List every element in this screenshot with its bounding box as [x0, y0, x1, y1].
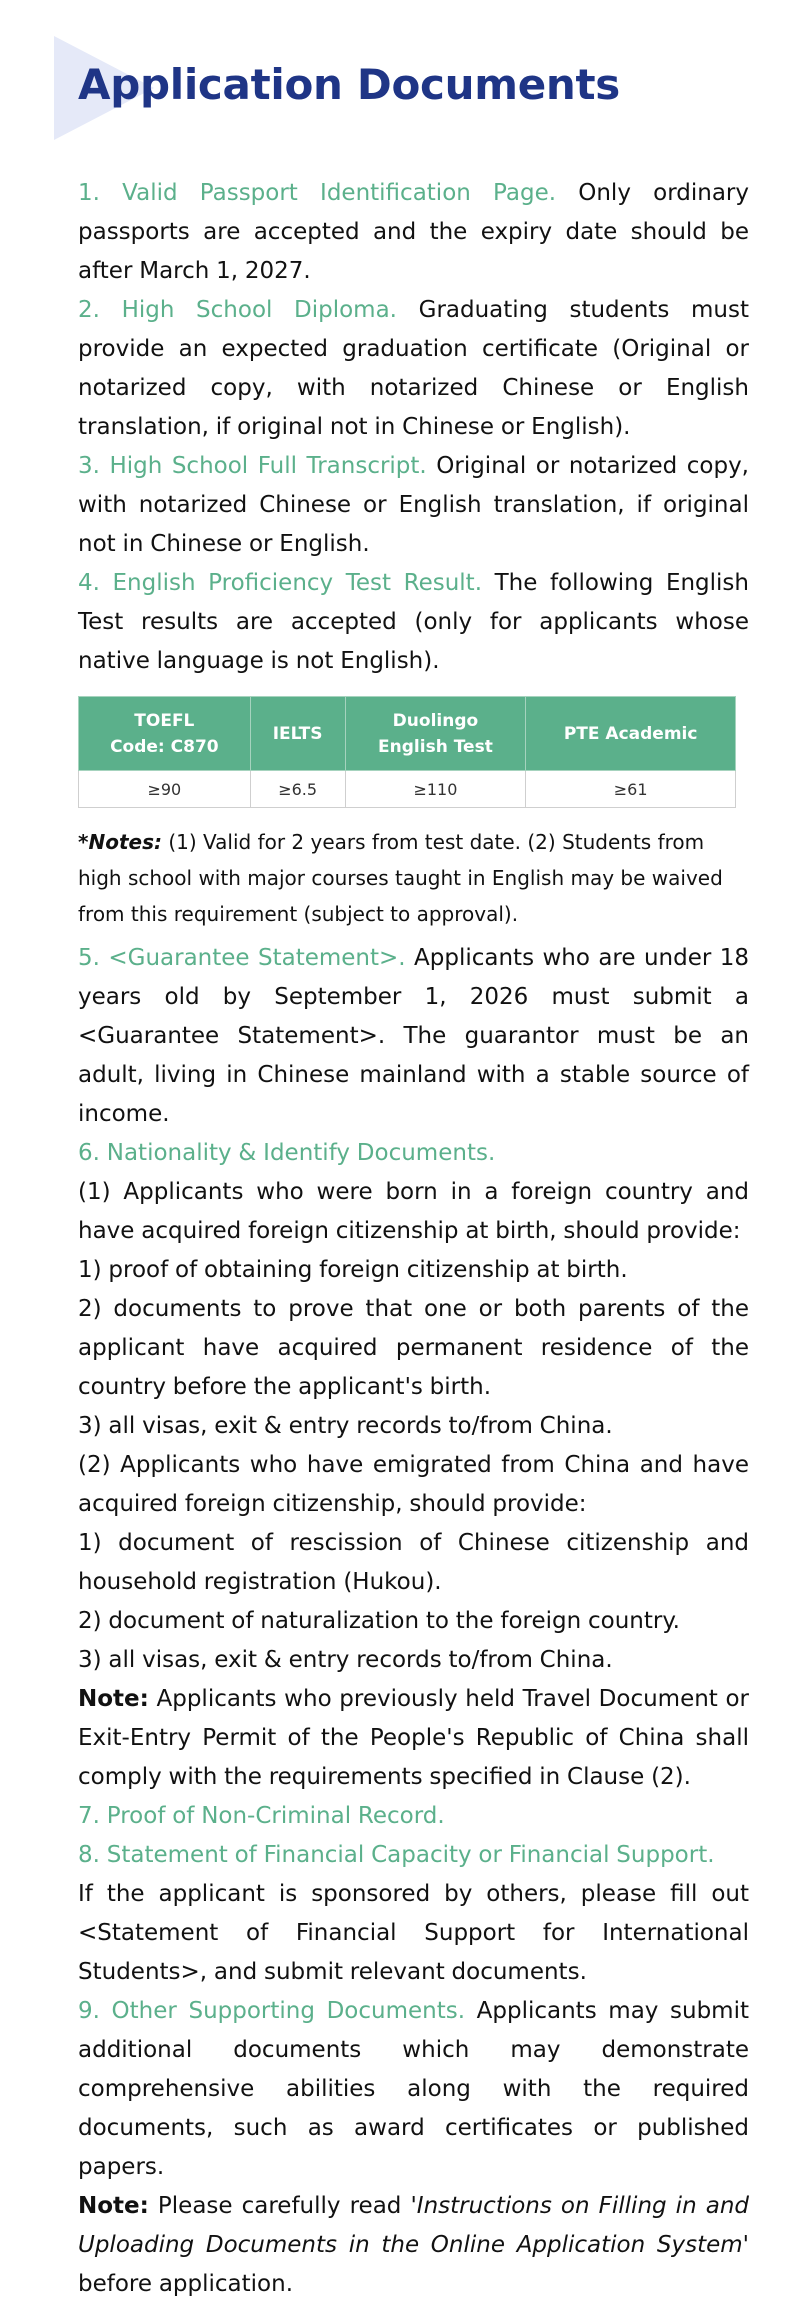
item-heading: 1. Valid Passport Identification Page.: [78, 180, 557, 206]
item-financial-text: If the applicant is sponsored by others, please fill out <Statement of Financial Support for International Students>, and submit relevant documents.: [78, 1881, 749, 1985]
score-table-row: [79, 771, 736, 808]
item-heading: 4. English Proficiency Test Result.: [78, 570, 483, 596]
score-pte: ≥61: [526, 771, 736, 808]
note-label: Note:: [78, 2193, 149, 2219]
item-heading: 5. <Guarantee Statement>.: [78, 945, 406, 971]
header-toefl: TOEFL Code: C870: [79, 697, 251, 771]
score-ielts: ≥6.5: [250, 771, 345, 808]
nationality-paragraph: 3) all visas, exit & entry records to/from China.: [78, 1413, 613, 1439]
nationality-paragraph: (2) Applicants who have emigrated from China and have acquired foreign citizenship, should provide:: [78, 1452, 749, 1517]
item-heading: 3. High School Full Transcript.: [78, 453, 427, 479]
score-table: [78, 696, 736, 808]
nationality-paragraph: 1) document of rescission of Chinese citizenship and household registration (Hukou).: [78, 1530, 749, 1595]
page-title: Application Documents: [78, 60, 620, 109]
nationality-paragraph: 1) proof of obtaining foreign citizenship at birth.: [78, 1257, 628, 1283]
score-table-header-row: [79, 697, 736, 771]
nationality-paragraph: 2) document of naturalization to the foreign country.: [78, 1608, 680, 1634]
nationality-paragraph: (1) Applicants who were born in a foreign country and have acquired foreign citizenship at birth, should provide:: [78, 1179, 749, 1244]
item-text: The following English Test results are accepted (only for applicants whose native language is not English).: [78, 570, 749, 674]
item-text: Graduating students must provide an expected graduation certificate (Original or notarized copy, with notarized Chinese or English translation, if original not in Chinese or English).: [78, 297, 749, 440]
final-note: [78, 2187, 749, 2304]
item-text: Original or notarized copy, with notarized Chinese or English translation, if original not in Chinese or English.: [78, 453, 749, 557]
item-diploma: [78, 291, 749, 447]
header-duolingo: Duolingo English Test: [345, 697, 526, 771]
item-text: Applicants may submit additional documents which may demonstrate comprehensive abilities along with the required documents, such as award certificates or published papers.: [78, 1998, 749, 2180]
item-nationality-heading: 6. Nationality & Identify Documents.: [78, 1140, 496, 1166]
note-text-before: Please carefully read ': [148, 2193, 417, 2219]
notes-text: (1) Valid for 2 years from test date. (2) Students from high school with major courses taught in English may be waived from this requirement (subject to approval).: [78, 830, 723, 926]
score-toefl: ≥90: [79, 771, 251, 808]
note-text-after: ' before application.: [78, 2232, 749, 2297]
item-english: [78, 564, 749, 681]
item-guarantee: [78, 939, 749, 1134]
instructions-title: Instructions on Filling in and Uploading Documents in the Online Application System: [78, 2193, 749, 2258]
item-criminal-heading: 7. Proof of Non-Criminal Record.: [78, 1803, 445, 1829]
item-heading: 2. High School Diploma.: [78, 297, 397, 323]
nationality-paragraph: 2) documents to prove that one or both parents of the applicant have acquired permanent residence of the country before the applicant's birth.: [78, 1296, 749, 1400]
note-text: Applicants who previously held Travel Document or Exit-Entry Permit of the People's Republic of China shall comply with the requirements specified in Clause (2).: [78, 1686, 749, 1790]
item-text: Applicants who are under 18 years old by September 1, 2026 must submit a <Guarantee Statement>. The guarantor must be an adult, living in Chinese mainland with a stable source of income.: [78, 945, 749, 1127]
nationality-paragraph: 3) all visas, exit & entry records to/from China.: [78, 1647, 613, 1673]
item-financial-heading: 8. Statement of Financial Capacity or Financial Support.: [78, 1842, 715, 1868]
item-heading: 9. Other Supporting Documents.: [78, 1998, 466, 2024]
notes: [78, 824, 749, 932]
nationality-note: [78, 1680, 749, 1797]
item-transcript: [78, 447, 749, 564]
item-other: [78, 1992, 749, 2187]
score-duolingo: ≥110: [345, 771, 526, 808]
notes-label: *Notes:: [78, 830, 162, 854]
header-ielts: IELTS: [250, 697, 345, 771]
note-label: Note:: [78, 1686, 149, 1712]
item-passport: [78, 174, 749, 291]
document-content: [78, 174, 749, 2304]
item-text: Only ordinary passports are accepted and the expiry date should be after March 1, 2027.: [78, 180, 749, 284]
header-pte: PTE Academic: [526, 697, 736, 771]
